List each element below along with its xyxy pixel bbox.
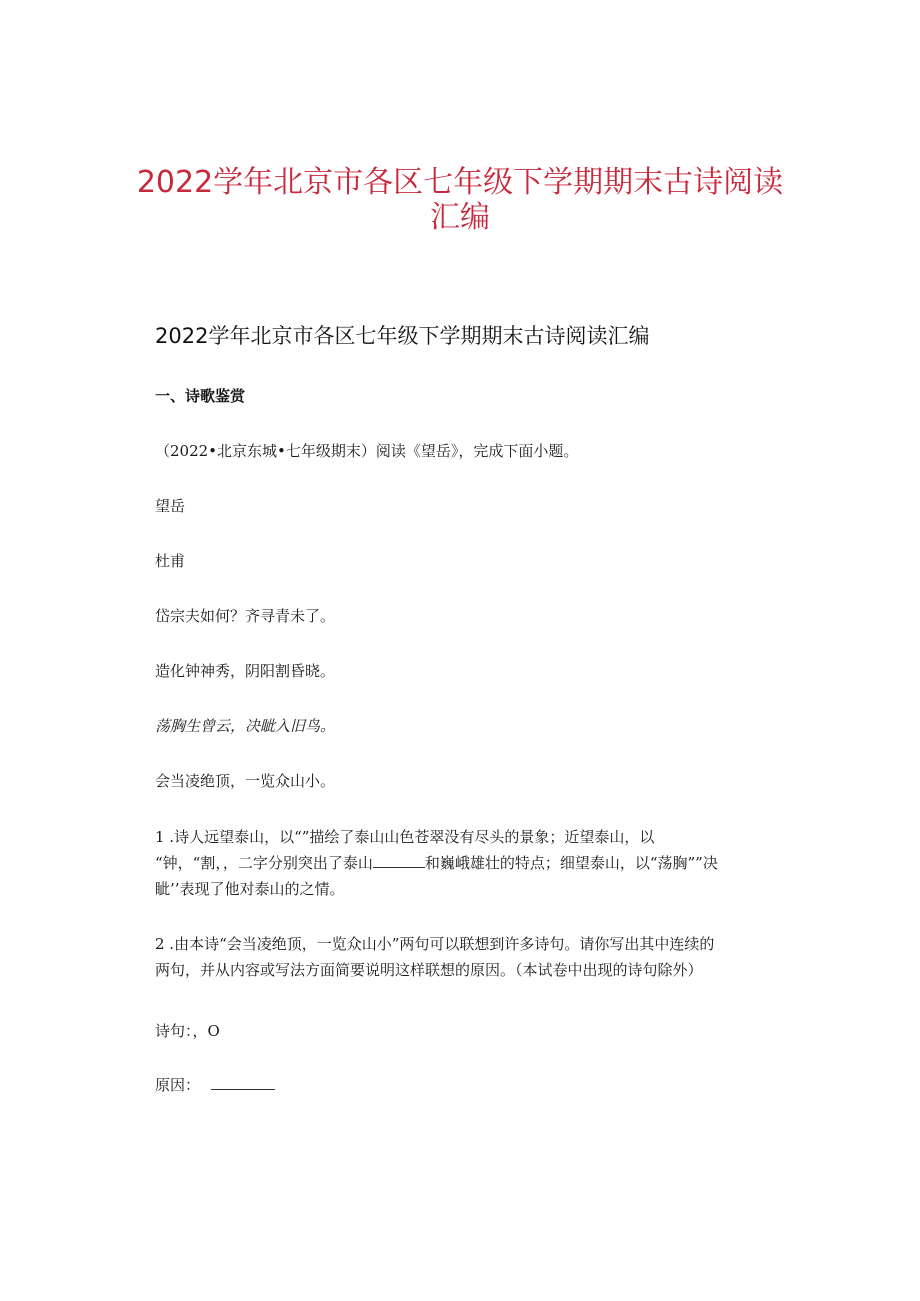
- question-1-row-1: 1 .诗人远望泰山，以“”描绘了泰山山色苍翠没有尽头的景象；近望泰山，以: [155, 828, 655, 846]
- question-2: [155, 931, 765, 983]
- poem-line-4: 会当凌绝顶，一览众山小。: [155, 772, 336, 790]
- poem-line-3: 荡胸生曾云，决眦入旧鸟。: [155, 717, 336, 735]
- question-1-row-2-part-a: “钟，“割，，二字分别突出了泰山: [155, 854, 373, 872]
- answer-reason-row: [155, 1074, 275, 1095]
- poem-line-2: 造化钟神秀，阴阳割昏晓。: [155, 662, 336, 680]
- poem-author: 杜甫: [155, 552, 186, 570]
- document-title-line-2: 汇编: [430, 200, 490, 235]
- answer-reason-blank[interactable]: [211, 1075, 275, 1090]
- answer-reason-label: 原因：: [155, 1076, 201, 1094]
- document-title-line-1: 2022学年北京市各区七年级下学期期末古诗阅读: [136, 165, 784, 200]
- source-note: （2022•北京东城•七年级期末）阅读《望岳》，完成下面小题。: [155, 442, 579, 460]
- question-1: [155, 824, 765, 902]
- question-1-row-2: [155, 850, 765, 876]
- answer-poem-label: 诗句：，O: [155, 1022, 220, 1040]
- question-1-row-3: 眦’’表现了他对泰山的之情。: [155, 880, 345, 898]
- question-2-row-2: 两句，并从内容或写法方面简要说明这样联想的原因。（本试卷中出现的诗句除外）: [155, 961, 703, 979]
- section-title: 2022学年北京市各区七年级下学期期末古诗阅读汇编: [155, 324, 650, 348]
- question-1-row-2-part-b: 和巍峨雄壮的特点；细望泰山，以“荡胸””决: [424, 854, 718, 872]
- poem-line-1: 岱宗夫如何？齐寻青未了。: [155, 607, 336, 625]
- question-2-row-1: 2 .由本诗“会当凌绝顶，一览众山小”两句可以联想到许多诗句。请你写出其中连续的: [155, 935, 715, 953]
- section-heading: 一、诗歌鉴赏: [155, 387, 246, 405]
- poem-title: 望岳: [155, 497, 186, 515]
- answer-blank[interactable]: [373, 853, 425, 868]
